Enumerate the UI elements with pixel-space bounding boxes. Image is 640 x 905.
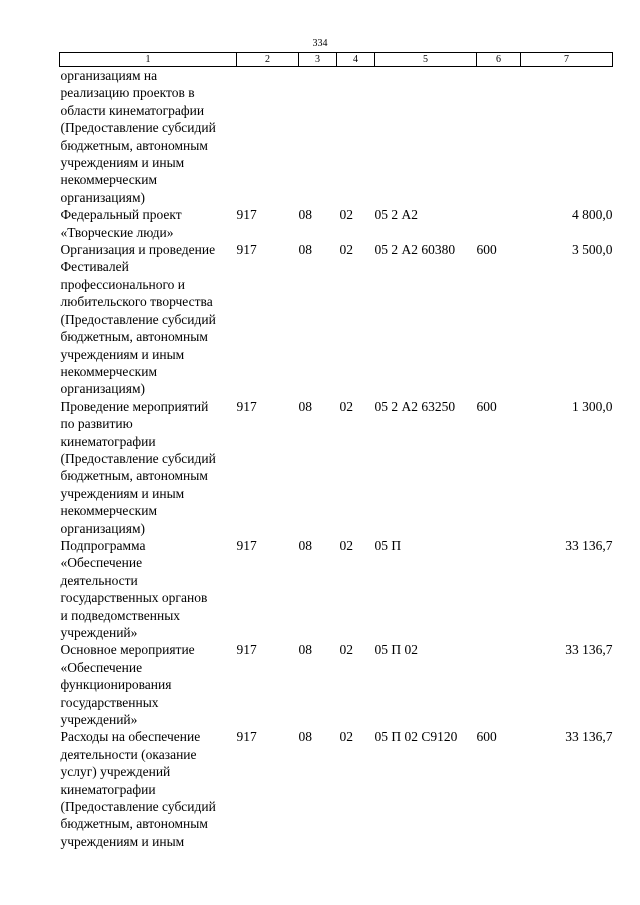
section-cell: 08 bbox=[298, 642, 312, 658]
row-name-cell: Подпрограмма «Обеспечение деятельности государственных органов и подведомственных учреждений» bbox=[60, 537, 208, 640]
header-col-1: 1 bbox=[60, 53, 237, 67]
expense-type-cell: 600 bbox=[476, 242, 497, 258]
row-name-cell: Расходы на обеспечение деятельности (оказание услуг) учреждений кинематографии (Предоставление субсидий бюджетным, автономным учреждениям и иным bbox=[60, 729, 216, 849]
admin-code-cell: 917 bbox=[236, 642, 257, 658]
section-cell: 08 bbox=[298, 242, 312, 258]
budget-table bbox=[59, 52, 613, 850]
amount-cell: 3 500,0 bbox=[572, 242, 613, 258]
table-row bbox=[60, 537, 613, 641]
admin-code-cell bbox=[237, 67, 299, 207]
amount-cell: 33 136,7 bbox=[565, 642, 613, 658]
subsection-cell: 02 bbox=[339, 242, 353, 258]
target-article-cell bbox=[375, 67, 477, 207]
amount-cell: 4 800,0 bbox=[572, 207, 613, 223]
subsection-cell: 02 bbox=[339, 207, 353, 223]
target-article-cell: 05 П bbox=[374, 537, 402, 553]
row-name-cell: Основное мероприятие «Обеспечение функционирования государственных учреждений» bbox=[60, 642, 195, 728]
table-row bbox=[60, 398, 613, 537]
section-cell: 08 bbox=[298, 398, 312, 414]
table-row bbox=[60, 206, 613, 241]
expense-type-cell bbox=[477, 206, 521, 241]
amount-cell bbox=[521, 67, 613, 207]
table-row bbox=[60, 728, 613, 850]
target-article-cell: 05 2 А2 60380 bbox=[374, 242, 456, 258]
expense-type-cell: 600 bbox=[476, 729, 497, 745]
section-cell: 08 bbox=[298, 207, 312, 223]
section-cell: 08 bbox=[298, 729, 312, 745]
expense-type-cell bbox=[477, 641, 521, 728]
row-name-cell: Проведение мероприятий по развитию кинематографии (Предоставление субсидий бюджетным, автономным учреждениям и иным некоммерческим организациям) bbox=[60, 398, 216, 536]
section-cell bbox=[299, 67, 337, 207]
admin-code-cell: 917 bbox=[236, 398, 257, 414]
table-row bbox=[60, 67, 613, 207]
row-name-cell: организациям на реализацию проектов в области кинематографии (Предоставление субсидий бюджетным, автономным учреждениям и иным некоммерческим организациям) bbox=[60, 68, 216, 205]
header-row bbox=[60, 53, 613, 67]
amount-cell: 1 300,0 bbox=[572, 398, 613, 414]
page-number: 334 bbox=[312, 38, 328, 49]
subsection-cell: 02 bbox=[339, 642, 353, 658]
admin-code-cell: 917 bbox=[236, 537, 257, 553]
header-col-4: 4 bbox=[337, 53, 375, 67]
subsection-cell: 02 bbox=[339, 729, 353, 745]
row-name-cell: Федеральный проект «Творческие люди» bbox=[60, 207, 182, 240]
amount-cell: 33 136,7 bbox=[565, 537, 613, 553]
admin-code-cell: 917 bbox=[236, 207, 257, 223]
target-article-cell: 05 2 А2 63250 bbox=[374, 398, 456, 414]
subsection-cell: 02 bbox=[339, 398, 353, 414]
admin-code-cell: 917 bbox=[236, 242, 257, 258]
header-col-2: 2 bbox=[237, 53, 299, 67]
target-article-cell: 05 2 А2 bbox=[374, 207, 418, 223]
header-col-5: 5 bbox=[375, 53, 477, 67]
expense-type-cell: 600 bbox=[476, 398, 497, 414]
admin-code-cell: 917 bbox=[236, 729, 257, 745]
table-row bbox=[60, 641, 613, 728]
target-article-cell: 05 П 02 bbox=[374, 642, 418, 658]
subsection-cell: 02 bbox=[339, 537, 353, 553]
table-row bbox=[60, 241, 613, 398]
header-col-7: 7 bbox=[521, 53, 613, 67]
expense-type-cell bbox=[477, 537, 521, 641]
header-col-6: 6 bbox=[477, 53, 521, 67]
row-name-cell: Организация и проведение Фестивалей профессионального и любительского творчества (Предоставление субсидий бюджетным, автономным учреждениям и иным некоммерческим организациям) bbox=[60, 242, 216, 397]
header-col-3: 3 bbox=[299, 53, 337, 67]
subsection-cell bbox=[337, 67, 375, 207]
expense-type-cell bbox=[477, 67, 521, 207]
target-article-cell: 05 П 02 С9120 bbox=[374, 729, 458, 745]
section-cell: 08 bbox=[298, 537, 312, 553]
amount-cell: 33 136,7 bbox=[565, 729, 613, 745]
